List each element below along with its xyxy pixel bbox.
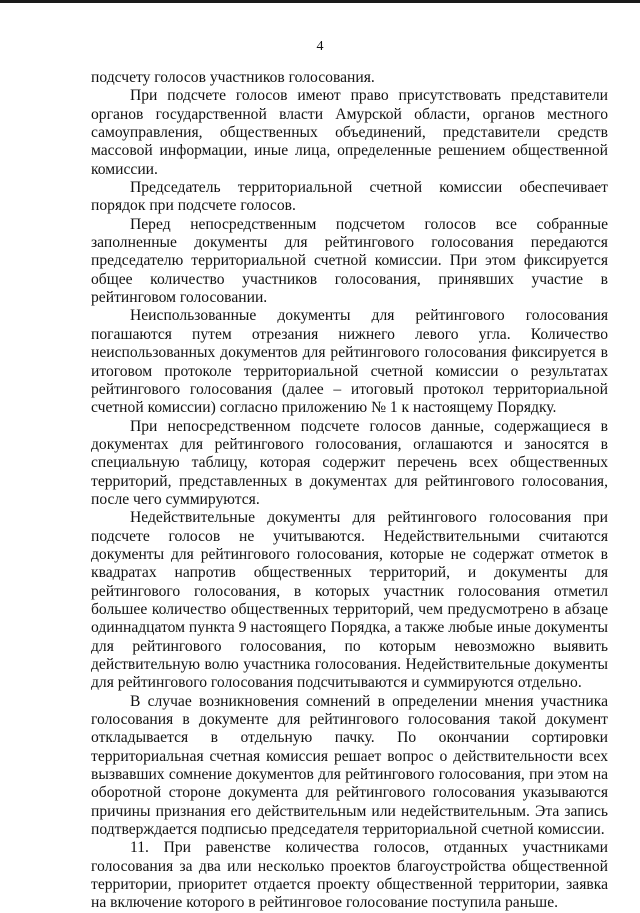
- scan-gap: [330, 3, 340, 6]
- paragraph: Председатель территориальной счетной комиссии обеспечивает порядок при подсчете голосов.: [91, 179, 608, 215]
- document-text: [91, 69, 608, 913]
- scan-gap: [452, 3, 459, 6]
- page-number: 4: [316, 39, 324, 54]
- paragraph: При непосредственном подсчете голосов данные, содержащиеся в документах для рейтингового голосования, оглашаются и заносятся в специальную таблицу, которая содержит перечень всех общественных территорий, представленных в документах для рейтингового голосования, после чего суммируются.: [91, 417, 608, 508]
- paragraph-continuation: подсчету голосов участников голосования.: [91, 69, 375, 86]
- scan-gap: [236, 3, 242, 6]
- paragraph-item-11: 11. При равенстве количества голосов, отданных участниками голосования за два или несколько проектов благоустройства общественной территории, приоритет отдается проекту общественной территории, заявка на включение которого в рейтинговое голосование поступила раньше.: [91, 839, 608, 912]
- paragraph: При подсчете голосов имеют право присутствовать представители органов государственной власти Амурской области, органов местного самоуправления, общественных объединений, представители средств массовой информации, иные лица, определенные решением общественной комиссии.: [91, 87, 608, 178]
- scan-gap: [140, 3, 148, 6]
- paragraph: Неиспользованные документы для рейтингового голосования погашаются путем отрезания нижнего левого угла. Количество неиспользованных документов для рейтингового голосования фиксируется в итоговом протоколе территориальной счетной комиссии о результатах рейтингового голосования (далее – итоговый протокол территориальной счетной комиссии) согласно приложению № 1 к настоящему Порядку.: [91, 307, 608, 417]
- paragraph: Перед непосредственным подсчетом голосов все собранные заполненные документы для рейтингового голосования передаются председателю территориальной счетной комиссии. При этом фиксируется общее количество участников голосования, принявших участие в рейтинговом голосовании.: [91, 215, 608, 307]
- paragraph: В случае возникновения сомнений в определении мнения участника голосования в документе для рейтингового голосования такой документ откладывается в отдельную пачку. По окончании сортировки территориальная счетная комиссия решает вопрос о действительности всех вызвавших сомнение документов для рейтингового голосования, при этом на оборотной стороне документа для рейтингового голосования указываются причины признания его действительным или недействительным. Эта запись подтверждается подписью председателя территориальной счетной комиссии.: [91, 692, 608, 839]
- paragraph: Недействительные документы для рейтингового голосования при подсчете голосов не учитываются. Недействительными считаются документы для рейтингового голосования, которые не содержат отметок в квадратах напротив общественных территорий, и документы для рейтингового голосования, в которых участник голосования отметил большее количество общественных территорий, чем предусмотрено в абзаце одиннадцатом пункта 9 настоящего Порядка, а также любые иные документы для рейтингового голосования, по которым невозможно выявить действительную волю участника голосования. Недействительные документы для рейтингового голосования подсчитываются и суммируются отдельно.: [91, 509, 608, 692]
